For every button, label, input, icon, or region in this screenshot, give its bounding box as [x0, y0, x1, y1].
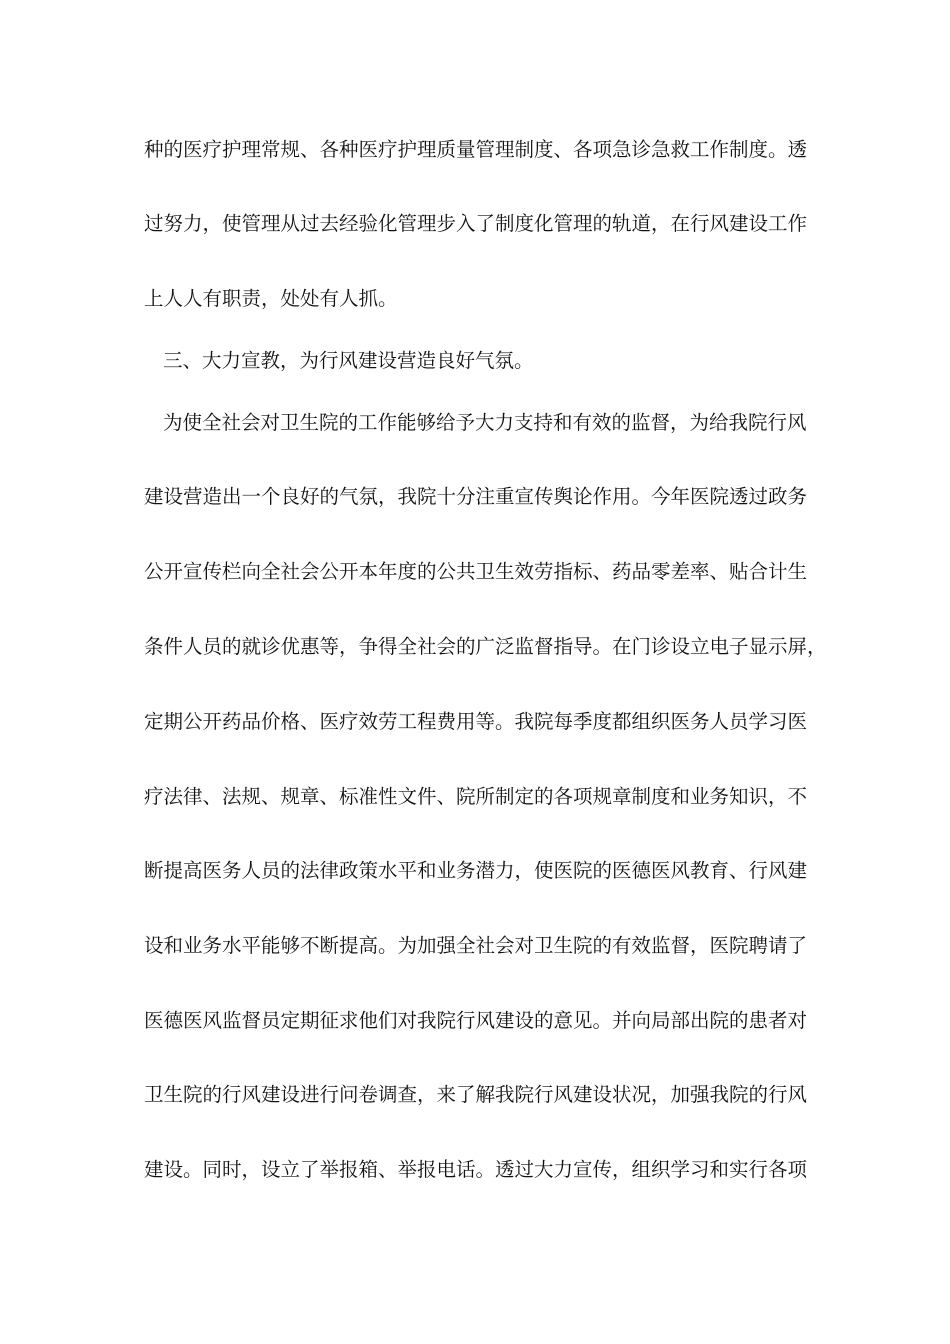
body-text-line: 医德医风监督员定期征求他们对我院行风建设的意见。并向局部出院的患者对 [144, 1009, 808, 1032]
body-text-line: 卫生院的行风建设进行问卷调查，来了解我院行风建设状况，加强我院的行风 [144, 1083, 808, 1106]
body-text-line: 断提高医务人员的法律政策水平和业务潜力，使医院的医德医风教育、行风建 [144, 859, 808, 882]
body-text-line: 设和业务水平能够不断提高。为加强全社会对卫生院的有效监督，医院聘请了 [144, 934, 808, 957]
body-text-line: 条件人员的就诊优惠等，争得全社会的广泛监督指导。在门诊设立电子显示屏， [144, 635, 827, 658]
body-text-line: 过努力，使管理从过去经验化管理步入了制度化管理的轨道，在行风建设工作 [144, 212, 808, 235]
body-text-line: 建设营造出一个良好的气氛，我院十分注重宣传舆论作用。今年医院透过政务 [144, 485, 808, 508]
section-heading: 三、大力宣教，为行风建设营造良好气氛。 [163, 349, 534, 372]
body-text-line: 定期公开药品价格、医疗效劳工程费用等。我院每季度都组织医务人员学习医 [144, 710, 808, 733]
body-text-line: 建设。同时，设立了举报箱、举报电话。透过大力宣传，组织学习和实行各项 [144, 1158, 808, 1181]
body-text-line: 疗法律、法规、规章、标准性文件、院所制定的各项规章制度和业务知识，不 [144, 785, 808, 808]
body-text-line: 公开宣传栏向全社会公开本年度的公共卫生效劳指标、药品零差率、贴合计生 [144, 560, 808, 583]
paragraph-first-line: 为使全社会对卫生院的工作能够给予大力支持和有效的监督，为给我院行风 [163, 411, 807, 434]
body-text-line: 上人人有职责，处处有人抓。 [144, 287, 398, 310]
body-text-line: 种的医疗护理常规、各种医疗护理质量管理制度、各项急诊急救工作制度。透 [144, 138, 808, 161]
